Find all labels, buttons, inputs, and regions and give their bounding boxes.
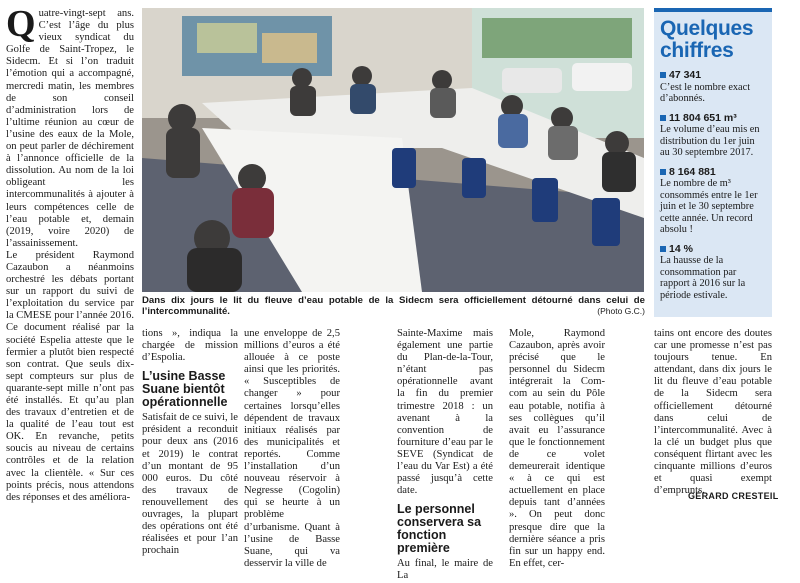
article-paragraph: Mole, Raymond Cazaubon, après avoir précisé que le personnel du Sidecm intégrerait la Com-com au sein du Pôle eau potable, notifia à ses collègues qu’il avait eu l’assurance que le fonctionnement de ce volet demeurerait identique « à ce qui est actuellement en place depuis tant d’années ». On peut donc presque dire que la dernière séance a pris fin sur un happy end. En effet, cer- <box>509 328 605 569</box>
article-column-1 <box>6 3 134 504</box>
fact-text: C’est le nombre exact d’abonnés. <box>660 81 751 104</box>
article-column-3 <box>244 328 340 569</box>
key-figures-box <box>654 8 772 317</box>
subheading-usine: L’usine Basse Suane bientôt opérationnelle <box>142 369 228 410</box>
fact-number: 14 % <box>660 244 766 256</box>
fact-text: La hausse de la consommation par rapport à 2016 sur la période estivale. <box>660 255 746 301</box>
photo-credit: (Photo G.C.) <box>597 306 645 316</box>
article-paragraph: Le président Raymond Cazaubon a néanmoins orchestré les débats portant sur un rapport du suivi de l’exploitation du service par la CMESE pour l’année 2016. Ce document réalisé par la société Espelia atteste que le fermier a plutôt bien respecté son contrat. Que seuls dix-sept compteurs sur plus de quarante-sept mille n’ont pas été installés. Et qu’au plan des travaux d’entretien et de la qualité de l’eau tout est OK. En revanche, petits soucis au niveau de certains contrôles et de la relation avec la clientèle. « Sur ces points précis, nous attendons des réponses et des améliora- <box>6 249 134 503</box>
fact-item <box>660 113 766 159</box>
article-column-5 <box>509 328 605 569</box>
drop-cap: Q <box>6 3 36 45</box>
meeting-photo <box>142 8 644 292</box>
article-paragraph: une enveloppe de 2,5 millions d’euros a été allouée à ce poste ainsi que les priorités. « Susceptibles de changer » pour certaines lorsqu’elles dépendent de travaux initiaux réalisés par des municipalités et reportés. Comme l’installation d’un nouveau réservoir à Negresse (Cogolin) qui se heurte à un problème d’urbanisme. Quant à l’usine de Basse Suane, qui va desservir la ville de <box>244 328 340 569</box>
key-figures-title: Quelques chiffres <box>660 17 754 62</box>
article-paragraph: Au final, le maire de La <box>397 558 493 582</box>
author-signature: GÉRARD CRESTEIL <box>688 491 779 501</box>
fact-number: 11 804 651 m³ <box>660 113 766 125</box>
photo-caption: Dans dix jours le lit du fleuve d’eau potable de la Sidecm sera officiellement détourné dans celui de l’intercommunalité. <box>142 295 645 317</box>
article-paragraph: tions », indiqua la chargée de mission d’Espolia. <box>142 328 238 364</box>
article-paragraph: Sainte-Maxime mais également une partie du Plan-de-la-Tour, n’étant pas opérationnelle avant la fin du premier trimestre 2018 : un avenant à la convention de fourniture d’eau par le SEVE (Syndicat de l’eau du Var Est) a été passé jusqu’à cette date. <box>397 328 493 497</box>
subheading-personnel: Le personnel conservera sa fonction première <box>397 502 482 556</box>
article-column-2 <box>142 328 238 557</box>
fact-text: Le volume d’eau mis en distribution du 1er juin au 30 septembre 2017. <box>660 124 760 158</box>
article-paragraph: tains ont encore des doutes car une promesse n’est pas toujours tenue. En attendant, dans dix jours le lit du fleuve d’eau potable de la Sidecm sera officiellement détourné dans celui de l’intercommunalité. Avec à la clé un budget plus que conséquent flirtant avec les cinquante millions d’euros et quasi exempt d’emprunts. <box>654 328 772 497</box>
meeting-photo-illustration <box>142 8 644 292</box>
article-intro: uatre-vingt-sept ans. C’est l’âge du plus vieux syndicat du Golfe de Saint-Tropez, le Sidecm. Et si l’on traduit l’émotion qui a accompagné, mercredi matin, les membres de son conseil d’administration lors de l’ultime réunion au cœur de l’usine des eaux de la Mole, on peut parler de déchirement à l’annonce officielle de la dissolution. Au nom de la loi obligeant les intercommunalités à ajouter à leurs compétences celle de l’eau potable et, demain (2019, voire 2020) de l’assainissement. <box>6 8 134 249</box>
fact-item <box>660 70 766 105</box>
article-column-4 <box>397 328 493 582</box>
fact-number: 47 341 <box>660 70 766 82</box>
fact-number: 8 164 881 <box>660 167 766 179</box>
article-paragraph: Satisfait de ce suivi, le président a reconduit pour deux ans (2016 et 2019) le contrat d’un montant de 95 000 euros. Du côté des travaux de renouvellement des ouvrages, la plupart des opérations ont été réalisées et pour l’an prochain <box>142 412 238 557</box>
fact-item <box>660 167 766 236</box>
fact-item <box>660 244 766 302</box>
fact-text: Le nombre de m³ consommés entre le 1er juin et le 30 septembre cette année. Un record absolu ! <box>660 178 758 235</box>
